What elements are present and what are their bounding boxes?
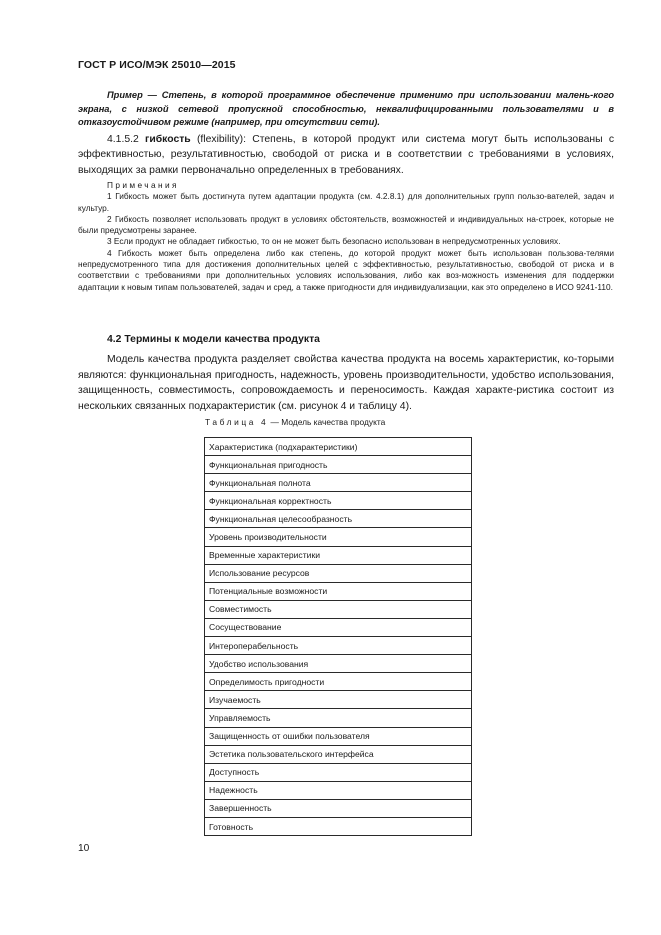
term-english: (flexibility) <box>196 134 244 145</box>
table-cell: Определимость пригодности <box>205 673 472 691</box>
table-cell: Сосуществование <box>205 618 472 636</box>
table-row <box>205 673 472 691</box>
note-item: 1 Гибкость может быть достигнута путем адаптации продукта (см. 4.2.8.1) для дополнительных групп пользо-вателей, задач и культур. <box>78 191 614 213</box>
table-caption <box>205 417 385 427</box>
table-cell: Изучаемость <box>205 691 472 709</box>
note-item: 4 Гибкость может быть определена либо как степень, до которой продукт может быть использован пользова-телями непредусмотренного типа для достижения дополнительных целей с эффективностью, результативностью, свободой от риска и в соответствии с требованиями при дополнительных условиях использования, либо как воз-можность изменения для поддержки адаптации к новым типам пользователей, задач и сред, а также пригодности для индивидуализации, как это определено в ИСО 9241-110. <box>78 247 614 292</box>
table-caption-label: Таблица 4 <box>205 417 269 427</box>
table-cell: Интероперабельность <box>205 637 472 655</box>
table-cell: Характеристика (подхарактеристики) <box>205 438 472 456</box>
section-paragraph-text: Модель качества продукта разделяет свойства качества продукта на восемь характеристик, ко-торыми являются: функциональная пригодность, надежность, уровень производительности, удобство использования, защищенность, совместимость, сопровождаемость и переносимость. Каждая характе-ристика состоит из нескольких связанных подхарактеристик (см. рисунок 4 и таблицу 4). <box>78 354 614 412</box>
table-row <box>205 763 472 781</box>
term-definition-text: : Степень, в которой продукт или система могут быть использованы с эффективностью, результативностью, свободой от риска и в соответствии с требованиями в условиях, выходящих за рамки первоначально определенных в требованиях. <box>78 134 615 176</box>
table-cell: Уровень производительности <box>205 528 472 546</box>
table-cell: Функциональная корректность <box>205 492 472 510</box>
notes-block <box>78 180 614 293</box>
term-number: 4.1.5.2 <box>107 134 139 145</box>
table-row <box>205 474 472 492</box>
table-cell: Готовность <box>205 817 472 835</box>
table-row <box>205 528 472 546</box>
table-cell: Использование ресурсов <box>205 564 472 582</box>
example-paragraph <box>78 89 614 130</box>
table-row <box>205 600 472 618</box>
notes-title: Примечания <box>107 180 179 190</box>
table-row <box>205 546 472 564</box>
table-row <box>205 564 472 582</box>
table-row <box>205 817 472 835</box>
table-cell: Управляемость <box>205 709 472 727</box>
table-cell: Защищенность от ошибки пользователя <box>205 727 472 745</box>
term-name: гибкость <box>145 134 191 145</box>
table-cell: Доступность <box>205 763 472 781</box>
table-cell: Совместимость <box>205 600 472 618</box>
standard-header: ГОСТ Р ИСО/МЭК 25010—2015 <box>78 59 236 71</box>
table-cell: Функциональная целесообразность <box>205 510 472 528</box>
note-item: 3 Если продукт не обладает гибкостью, то он не может быть безопасно использован в непредусмотренных условиях. <box>107 236 561 247</box>
table-cell: Надежность <box>205 781 472 799</box>
table-row <box>205 492 472 510</box>
table-row <box>205 799 472 817</box>
table-row <box>205 510 472 528</box>
table-row <box>205 582 472 600</box>
table-row <box>205 781 472 799</box>
section-paragraph <box>78 352 614 414</box>
table-cell: Удобство использования <box>205 655 472 673</box>
table-cell: Функциональная пригодность <box>205 456 472 474</box>
table-header-row <box>205 438 472 456</box>
quality-model-table <box>204 437 472 836</box>
table-row <box>205 618 472 636</box>
table-row <box>205 745 472 763</box>
table-cell: Завершенность <box>205 799 472 817</box>
table-row <box>205 727 472 745</box>
page-number: 10 <box>78 843 90 854</box>
table-row <box>205 456 472 474</box>
table-row <box>205 709 472 727</box>
note-item: 2 Гибкость позволяет использовать продукт в условиях обстоятельств, возможностей и индивидуальных на-строек, которые не были предусмотрены заранее. <box>78 213 614 236</box>
table-cell: Эстетика пользовательского интерфейса <box>205 745 472 763</box>
table-cell: Функциональная полнота <box>205 474 472 492</box>
table-caption-text: — Модель качества продукта <box>268 417 386 427</box>
section-title: 4.2 Термины к модели качества продукта <box>107 334 320 345</box>
example-text: Пример — Степень, в которой программное обеспечение применимо при использовании малень-кого экрана, с низкой сетевой пропускной способностью, неквалифицированными пользователями и в отказоустойчивом режиме (например, при отсутствии сети). <box>78 90 614 128</box>
term-definition <box>78 132 614 178</box>
table-cell: Временные характеристики <box>205 546 472 564</box>
table-row <box>205 691 472 709</box>
table-row <box>205 637 472 655</box>
table-row <box>205 655 472 673</box>
table-cell: Потенциальные возможности <box>205 582 472 600</box>
